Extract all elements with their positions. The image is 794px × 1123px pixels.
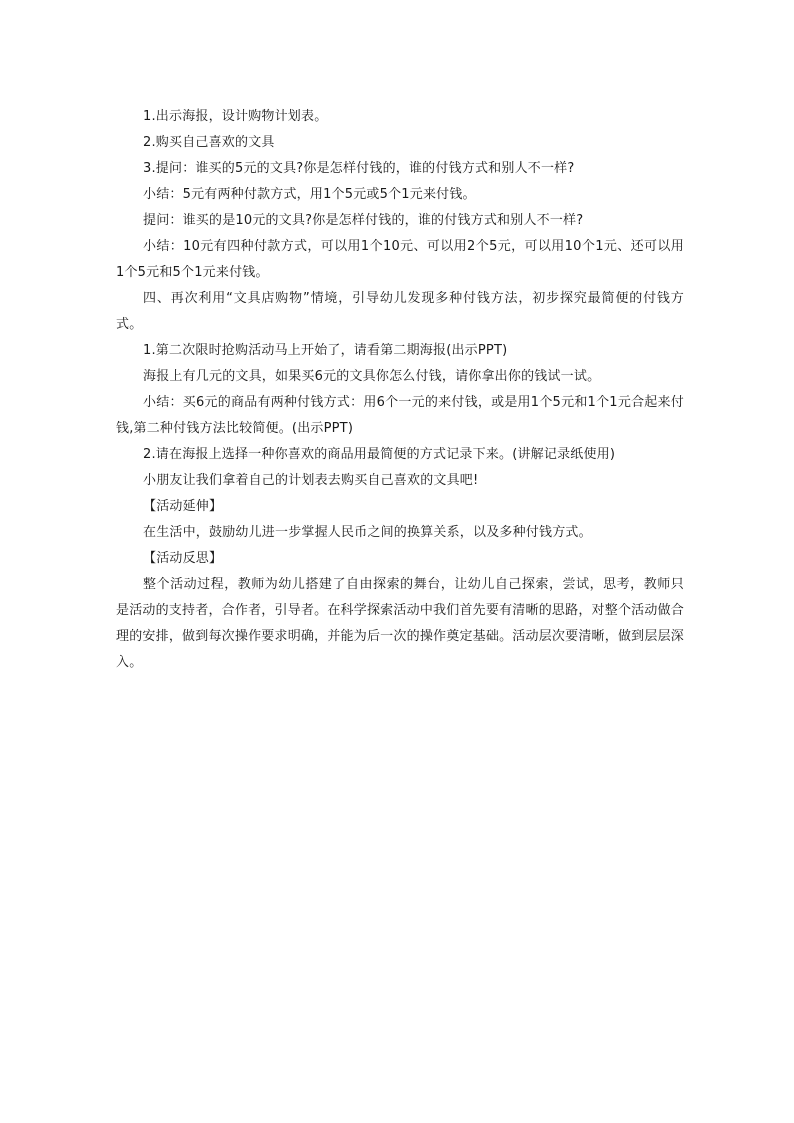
paragraph-section-four: 四、再次利用“文具店购物”情境，引导幼儿发现多种付钱方法，初步探究最简便的付钱方式。 bbox=[116, 291, 684, 332]
paragraph-record-task: 2.请在海报上选择一种你喜欢的商品用最简便的方式记录下来。(讲解记录纸使用) bbox=[143, 447, 616, 462]
paragraph-reflection-text: 整个活动过程，教师为幼儿搭建了自由探索的舞台，让幼儿自己探索，尝试，思考，教师只是活动的支持者，合作者，引导者。在科学探索活动中我们首先要有清晰的思路，对整个活动做合理的安排，做到每次操作要求明确，并能为后一次的操作奠定基础。活动层次要清晰，做到层层深入。 bbox=[116, 577, 684, 670]
paragraph-extension-text: 在生活中，鼓励幼儿进一步掌握人民币之间的换算关系，以及多种付钱方式。 bbox=[143, 525, 592, 540]
paragraph-summary-5-yuan: 小结：5元有两种付款方式，用1个5元或5个1元来付钱。 bbox=[143, 187, 476, 202]
paragraph-summary-10-yuan: 小结：10元有四种付款方式，可以用1个10元、可以用2个5元，可以用10个1元、还可以用1个5元和5个1元来付钱。 bbox=[116, 239, 684, 280]
document-body bbox=[116, 104, 684, 676]
paragraph-step-1: 1.出示海报，设计购物计划表。 bbox=[143, 109, 328, 124]
paragraph-step-2: 2.购买自己喜欢的文具 bbox=[143, 135, 275, 150]
paragraph-second-sale: 1.第二次限时抢购活动马上开始了，请看第二期海报(出示PPT) bbox=[143, 343, 508, 358]
heading-activity-reflection: 【活动反思】 bbox=[143, 551, 223, 566]
paragraph-go-shopping: 小朋友让我们拿着自己的计划表去购买自己喜欢的文具吧! bbox=[143, 473, 479, 488]
heading-activity-extension: 【活动延伸】 bbox=[143, 499, 223, 514]
paragraph-poster-question: 海报上有几元的文具，如果买6元的文具你怎么付钱，请你拿出你的钱试一试。 bbox=[143, 369, 601, 384]
paragraph-summary-6-yuan: 小结：买6元的商品有两种付钱方式：用6个一元的来付钱，或是用1个5元和1个1元合起来付钱,第二种付钱方法比较简便。(出示PPT) bbox=[116, 395, 684, 436]
paragraph-question-10-yuan: 提问：谁买的是10元的文具?你是怎样付钱的，谁的付钱方式和别人不一样? bbox=[143, 213, 584, 228]
paragraph-step-3-question: 3.提问：谁买的5元的文具?你是怎样付钱的，谁的付钱方式和别人不一样? bbox=[143, 161, 575, 176]
